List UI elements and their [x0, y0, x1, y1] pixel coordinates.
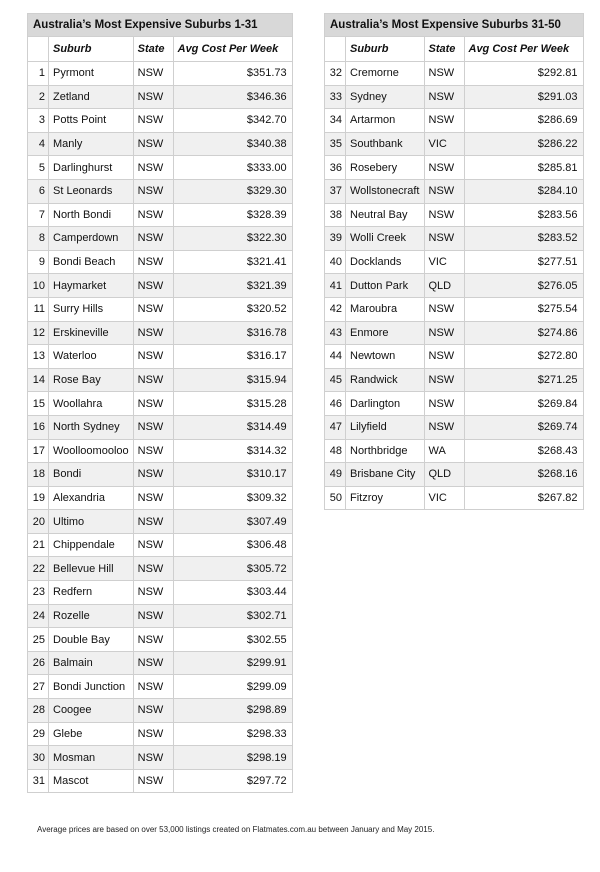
state-cell: NSW	[133, 699, 173, 723]
rank-cell: 34	[325, 109, 346, 133]
state-cell: QLD	[424, 274, 464, 298]
rank-cell: 16	[28, 415, 49, 439]
suburb-cell: Neutral Bay	[346, 203, 425, 227]
state-cell: VIC	[424, 250, 464, 274]
table-row	[325, 132, 584, 156]
suburb-cell: Fitzroy	[346, 486, 425, 510]
table-header-row	[28, 37, 293, 62]
cost-cell: $283.56	[464, 203, 583, 227]
cost-cell: $340.38	[173, 132, 292, 156]
state-cell: NSW	[133, 604, 173, 628]
cost-cell: $271.25	[464, 368, 583, 392]
state-cell: NSW	[133, 651, 173, 675]
rank-cell: 31	[28, 769, 49, 793]
state-cell: NSW	[133, 486, 173, 510]
state-cell: NSW	[133, 769, 173, 793]
rank-cell: 19	[28, 486, 49, 510]
table-row	[28, 533, 293, 557]
table-row	[28, 581, 293, 605]
rank-cell: 47	[325, 415, 346, 439]
suburb-cell: Double Bay	[49, 628, 134, 652]
state-cell: NSW	[424, 179, 464, 203]
table-row	[28, 510, 293, 534]
rank-cell: 42	[325, 297, 346, 321]
cost-cell: $269.74	[464, 415, 583, 439]
state-cell: NSW	[133, 675, 173, 699]
suburb-cell: Bondi	[49, 463, 134, 487]
rank-cell: 50	[325, 486, 346, 510]
suburb-cell: Haymarket	[49, 274, 134, 298]
state-cell: NSW	[133, 439, 173, 463]
suburb-cell: Rozelle	[49, 604, 134, 628]
rank-cell: 8	[28, 227, 49, 251]
state-cell: NSW	[133, 368, 173, 392]
rank-cell: 24	[28, 604, 49, 628]
rank-cell: 32	[325, 62, 346, 86]
state-cell: NSW	[133, 227, 173, 251]
cost-cell: $302.55	[173, 628, 292, 652]
table-row	[325, 368, 584, 392]
suburb-cell: Wollstonecraft	[346, 179, 425, 203]
table-row	[28, 62, 293, 86]
suburb-cell: Woollahra	[49, 392, 134, 416]
table-row	[28, 227, 293, 251]
suburb-header: Suburb	[49, 37, 134, 62]
state-cell: NSW	[133, 85, 173, 109]
rank-cell: 36	[325, 156, 346, 180]
state-cell: NSW	[424, 368, 464, 392]
state-cell: NSW	[424, 392, 464, 416]
suburb-header: Suburb	[346, 37, 425, 62]
suburb-cell: Darlinghurst	[49, 156, 134, 180]
state-cell: NSW	[133, 628, 173, 652]
suburb-cell: Randwick	[346, 368, 425, 392]
cost-cell: $316.17	[173, 345, 292, 369]
cost-cell: $298.19	[173, 746, 292, 770]
suburb-cell: Chippendale	[49, 533, 134, 557]
suburb-cell: Ultimo	[49, 510, 134, 534]
suburb-cell: Docklands	[346, 250, 425, 274]
cost-cell: $283.52	[464, 227, 583, 251]
cost-cell: $328.39	[173, 203, 292, 227]
state-cell: NSW	[133, 510, 173, 534]
cost-cell: $321.41	[173, 250, 292, 274]
rank-cell: 20	[28, 510, 49, 534]
table-row	[28, 392, 293, 416]
cost-cell: $310.17	[173, 463, 292, 487]
rank-cell: 43	[325, 321, 346, 345]
rank-cell: 12	[28, 321, 49, 345]
cost-cell: $269.84	[464, 392, 583, 416]
rank-cell: 46	[325, 392, 346, 416]
suburbs-table-31-50	[324, 13, 584, 510]
table-row	[325, 85, 584, 109]
state-cell: NSW	[133, 722, 173, 746]
rank-cell: 35	[325, 132, 346, 156]
rank-cell: 21	[28, 533, 49, 557]
cost-cell: $298.89	[173, 699, 292, 723]
rank-cell: 39	[325, 227, 346, 251]
state-cell: NSW	[133, 297, 173, 321]
cost-cell: $298.33	[173, 722, 292, 746]
state-cell: NSW	[133, 62, 173, 86]
rank-cell: 44	[325, 345, 346, 369]
state-cell: NSW	[133, 203, 173, 227]
table-title: Australia’s Most Expensive Suburbs 1-31	[28, 14, 293, 37]
rank-cell: 26	[28, 651, 49, 675]
rank-cell: 6	[28, 179, 49, 203]
rank-header	[325, 37, 346, 62]
suburb-cell: Manly	[49, 132, 134, 156]
suburb-cell: Artarmon	[346, 109, 425, 133]
suburb-cell: Bondi Beach	[49, 250, 134, 274]
suburb-cell: Camperdown	[49, 227, 134, 251]
cost-header: Avg Cost Per Week	[464, 37, 583, 62]
table-row	[325, 439, 584, 463]
suburb-cell: Balmain	[49, 651, 134, 675]
suburb-cell: Lilyfield	[346, 415, 425, 439]
table-row	[28, 769, 293, 793]
table-row	[28, 415, 293, 439]
suburb-cell: Surry Hills	[49, 297, 134, 321]
suburb-cell: Bondi Junction	[49, 675, 134, 699]
suburb-cell: Woolloomooloo	[49, 439, 134, 463]
state-cell: QLD	[424, 463, 464, 487]
cost-cell: $268.43	[464, 439, 583, 463]
cost-cell: $322.30	[173, 227, 292, 251]
suburb-cell: Rose Bay	[49, 368, 134, 392]
rank-cell: 13	[28, 345, 49, 369]
cost-cell: $346.36	[173, 85, 292, 109]
table-row	[325, 227, 584, 251]
rank-cell: 40	[325, 250, 346, 274]
cost-cell: $274.86	[464, 321, 583, 345]
cost-cell: $284.10	[464, 179, 583, 203]
rank-cell: 22	[28, 557, 49, 581]
cost-cell: $277.51	[464, 250, 583, 274]
cost-cell: $315.28	[173, 392, 292, 416]
cost-cell: $267.82	[464, 486, 583, 510]
suburb-cell: Dutton Park	[346, 274, 425, 298]
suburb-cell: St Leonards	[49, 179, 134, 203]
table-row	[325, 156, 584, 180]
state-cell: NSW	[133, 581, 173, 605]
rank-cell: 49	[325, 463, 346, 487]
table-row	[28, 345, 293, 369]
suburbs-table-1-31	[27, 13, 293, 793]
table-row	[28, 132, 293, 156]
table-row	[28, 179, 293, 203]
state-cell: NSW	[133, 179, 173, 203]
rank-cell: 29	[28, 722, 49, 746]
table-row	[28, 321, 293, 345]
cost-cell: $342.70	[173, 109, 292, 133]
suburb-cell: Potts Point	[49, 109, 134, 133]
rank-cell: 2	[28, 85, 49, 109]
suburb-cell: Northbridge	[346, 439, 425, 463]
rank-cell: 33	[325, 85, 346, 109]
cost-cell: $316.78	[173, 321, 292, 345]
cost-cell: $309.32	[173, 486, 292, 510]
state-cell: NSW	[133, 250, 173, 274]
cost-cell: $286.22	[464, 132, 583, 156]
rank-header	[28, 37, 49, 62]
table-header-row	[325, 37, 584, 62]
suburb-cell: Coogee	[49, 699, 134, 723]
table-row	[28, 439, 293, 463]
suburb-cell: North Sydney	[49, 415, 134, 439]
rank-cell: 45	[325, 368, 346, 392]
cost-cell: $329.30	[173, 179, 292, 203]
state-cell: NSW	[133, 746, 173, 770]
rank-cell: 23	[28, 581, 49, 605]
footnote: Average prices are based on over 53,000 listings created on Flatmates.com.au between January and May 2015.	[37, 825, 435, 834]
state-cell: NSW	[133, 132, 173, 156]
suburb-cell: Darlington	[346, 392, 425, 416]
table-row	[28, 604, 293, 628]
table-row	[28, 651, 293, 675]
table-row	[28, 250, 293, 274]
cost-cell: $305.72	[173, 557, 292, 581]
cost-cell: $299.91	[173, 651, 292, 675]
rank-cell: 30	[28, 746, 49, 770]
rank-cell: 37	[325, 179, 346, 203]
table-title: Australia’s Most Expensive Suburbs 31-50	[325, 14, 584, 37]
table-row	[28, 486, 293, 510]
rank-cell: 17	[28, 439, 49, 463]
table-row	[325, 250, 584, 274]
state-cell: NSW	[424, 297, 464, 321]
rank-cell: 3	[28, 109, 49, 133]
table-row	[325, 463, 584, 487]
table-row	[325, 392, 584, 416]
table-row	[28, 722, 293, 746]
state-cell: NSW	[424, 109, 464, 133]
table-row	[28, 274, 293, 298]
suburb-cell: Newtown	[346, 345, 425, 369]
state-cell: WA	[424, 439, 464, 463]
rank-cell: 15	[28, 392, 49, 416]
table-title-row	[325, 14, 584, 37]
cost-cell: $302.71	[173, 604, 292, 628]
table-title-row	[28, 14, 293, 37]
rank-cell: 28	[28, 699, 49, 723]
state-cell: NSW	[133, 557, 173, 581]
cost-cell: $333.00	[173, 156, 292, 180]
rank-cell: 11	[28, 297, 49, 321]
state-cell: NSW	[424, 415, 464, 439]
table-row	[28, 156, 293, 180]
table-row	[325, 345, 584, 369]
suburb-cell: Redfern	[49, 581, 134, 605]
state-cell: NSW	[133, 321, 173, 345]
state-cell: NSW	[424, 227, 464, 251]
cost-cell: $286.69	[464, 109, 583, 133]
cost-cell: $272.80	[464, 345, 583, 369]
cost-header: Avg Cost Per Week	[173, 37, 292, 62]
state-cell: NSW	[133, 345, 173, 369]
suburb-cell: Waterloo	[49, 345, 134, 369]
cost-cell: $297.72	[173, 769, 292, 793]
suburb-cell: North Bondi	[49, 203, 134, 227]
table-row	[325, 62, 584, 86]
cost-cell: $285.81	[464, 156, 583, 180]
table-row	[28, 628, 293, 652]
state-header: State	[424, 37, 464, 62]
state-cell: NSW	[424, 321, 464, 345]
table-body	[28, 62, 293, 793]
table-row	[325, 203, 584, 227]
rank-cell: 41	[325, 274, 346, 298]
table-row	[28, 85, 293, 109]
rank-cell: 4	[28, 132, 49, 156]
suburb-cell: Cremorne	[346, 62, 425, 86]
cost-cell: $351.73	[173, 62, 292, 86]
suburb-cell: Glebe	[49, 722, 134, 746]
rank-cell: 25	[28, 628, 49, 652]
state-header: State	[133, 37, 173, 62]
suburb-cell: Pyrmont	[49, 62, 134, 86]
rank-cell: 9	[28, 250, 49, 274]
rank-cell: 14	[28, 368, 49, 392]
suburb-cell: Mascot	[49, 769, 134, 793]
cost-cell: $321.39	[173, 274, 292, 298]
suburb-cell: Zetland	[49, 85, 134, 109]
cost-cell: $315.94	[173, 368, 292, 392]
cost-cell: $314.32	[173, 439, 292, 463]
state-cell: NSW	[133, 274, 173, 298]
table-row	[28, 746, 293, 770]
cost-cell: $307.49	[173, 510, 292, 534]
suburb-cell: Erskineville	[49, 321, 134, 345]
cost-cell: $299.09	[173, 675, 292, 699]
suburb-cell: Mosman	[49, 746, 134, 770]
rank-cell: 10	[28, 274, 49, 298]
table-row	[325, 415, 584, 439]
suburb-cell: Maroubra	[346, 297, 425, 321]
state-cell: NSW	[133, 415, 173, 439]
state-cell: NSW	[133, 533, 173, 557]
state-cell: NSW	[133, 463, 173, 487]
suburb-cell: Enmore	[346, 321, 425, 345]
cost-cell: $314.49	[173, 415, 292, 439]
suburb-cell: Sydney	[346, 85, 425, 109]
cost-cell: $276.05	[464, 274, 583, 298]
rank-cell: 18	[28, 463, 49, 487]
suburb-cell: Bellevue Hill	[49, 557, 134, 581]
suburb-cell: Brisbane City	[346, 463, 425, 487]
rank-cell: 7	[28, 203, 49, 227]
table-row	[28, 297, 293, 321]
table-row	[325, 109, 584, 133]
table-row	[28, 699, 293, 723]
cost-cell: $303.44	[173, 581, 292, 605]
suburb-cell: Southbank	[346, 132, 425, 156]
rank-cell: 38	[325, 203, 346, 227]
table-row	[28, 463, 293, 487]
table-row	[325, 179, 584, 203]
state-cell: VIC	[424, 486, 464, 510]
table-row	[28, 557, 293, 581]
state-cell: NSW	[133, 109, 173, 133]
table-row	[325, 321, 584, 345]
state-cell: NSW	[133, 156, 173, 180]
suburb-cell: Alexandria	[49, 486, 134, 510]
state-cell: NSW	[424, 62, 464, 86]
cost-cell: $268.16	[464, 463, 583, 487]
state-cell: NSW	[424, 85, 464, 109]
cost-cell: $275.54	[464, 297, 583, 321]
table-row	[325, 486, 584, 510]
suburb-cell: Wolli Creek	[346, 227, 425, 251]
cost-cell: $291.03	[464, 85, 583, 109]
state-cell: VIC	[424, 132, 464, 156]
state-cell: NSW	[133, 392, 173, 416]
rank-cell: 5	[28, 156, 49, 180]
rank-cell: 48	[325, 439, 346, 463]
table-row	[28, 109, 293, 133]
state-cell: NSW	[424, 156, 464, 180]
table-row	[28, 675, 293, 699]
cost-cell: $320.52	[173, 297, 292, 321]
table-row	[325, 274, 584, 298]
rank-cell: 1	[28, 62, 49, 86]
state-cell: NSW	[424, 345, 464, 369]
rank-cell: 27	[28, 675, 49, 699]
table-row	[325, 297, 584, 321]
table-row	[28, 203, 293, 227]
suburb-cell: Rosebery	[346, 156, 425, 180]
table-row	[28, 368, 293, 392]
cost-cell: $306.48	[173, 533, 292, 557]
state-cell: NSW	[424, 203, 464, 227]
table-body	[325, 62, 584, 510]
cost-cell: $292.81	[464, 62, 583, 86]
